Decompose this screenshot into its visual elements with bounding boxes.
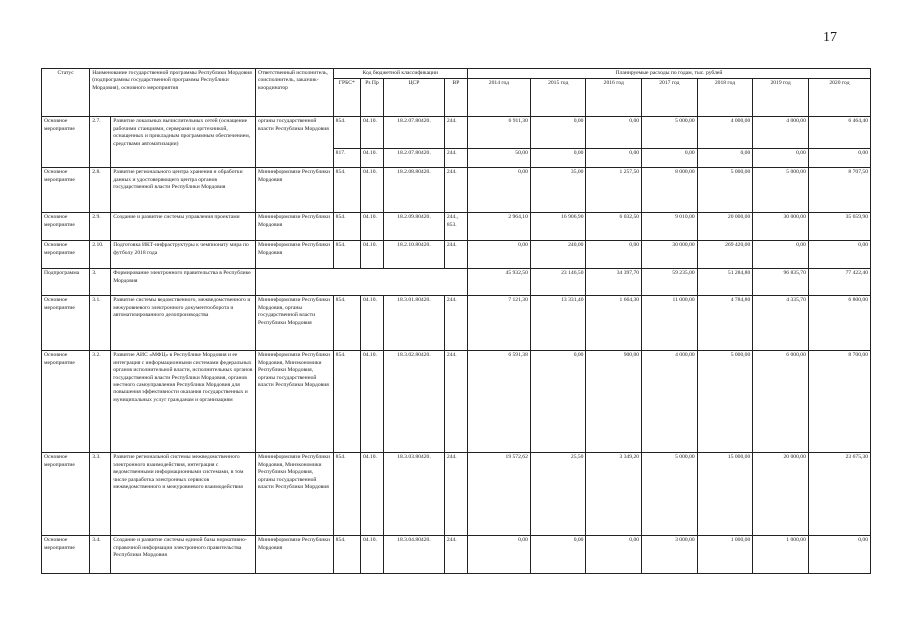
row-value: 5 000,00 [697, 351, 753, 453]
row-executor: Мининформсвязи Республики Мордовия, Минэкономики Республики Мордовия, органы государственной власти Республики Мордовия [256, 453, 334, 536]
row-value: 2 964,10 [467, 213, 530, 241]
row-number: 3.3. [90, 453, 111, 536]
table-header [42, 69, 871, 117]
row-value: 4 784,80 [697, 296, 753, 351]
row-vr: 244. [444, 168, 467, 213]
row-number: 2.8. [90, 168, 111, 213]
row-value: 20 000,00 [753, 453, 809, 536]
header-vr: ВР [444, 79, 467, 117]
row-value: 240,00 [530, 241, 586, 269]
row-value: 0,00 [530, 536, 586, 574]
table-row [42, 168, 871, 213]
row-grbs: 854. [333, 117, 360, 149]
row-grbs: 854. [333, 241, 360, 269]
row-name: Развитие региональной системы межведомственного электронного взаимодействия, интеграция с ведомственными информационными системами, в том числе разработка электронных сервисов межведомственного и межуровневого взаимодействия [111, 453, 256, 536]
row-rzpr: 04.10. [360, 168, 383, 213]
row-value: 4 335,70 [753, 296, 809, 351]
row-value: 0,00 [467, 168, 530, 213]
row-status: Основное мероприятие [42, 241, 90, 269]
row-value: 11 000,00 [642, 296, 698, 351]
row-value: 6 000,00 [753, 351, 809, 453]
row-name: Подготовка ИКТ-инфраструктуры к чемпионату мира по футболу 2018 года [111, 241, 256, 269]
header-year: 2018 год [697, 79, 753, 117]
row-executor: органы государственной власти Республики Мордовия [256, 117, 334, 168]
row-value: 59 235,00 [642, 269, 698, 296]
row-grbs: 817. [333, 149, 360, 168]
row-value: 0,00 [808, 149, 870, 168]
table-row [42, 351, 871, 453]
row-rzpr: 04.10. [360, 536, 383, 574]
budget-table [41, 68, 871, 574]
row-value: 96 835,70 [753, 269, 809, 296]
row-value: 5 000,00 [697, 168, 753, 213]
row-value: 5 000,00 [753, 168, 809, 213]
row-value: 9 010,00 [642, 213, 698, 241]
row-value: 30 000,00 [642, 241, 698, 269]
row-value: 3 000,00 [642, 536, 698, 574]
row-value: 6 911,30 [467, 117, 530, 149]
row-grbs: 854. [333, 536, 360, 574]
row-csr: 18.2.09.80420. [384, 213, 445, 241]
row-vr: 244. [444, 241, 467, 269]
row-value: 6 800,00 [808, 296, 870, 351]
row-value: 13 331,40 [530, 296, 586, 351]
row-value: 16 906,90 [530, 213, 586, 241]
table-row [42, 296, 871, 351]
row-vr: 244. [444, 117, 467, 149]
row-name: Создание и развитие системы управления проектами [111, 213, 256, 241]
row-rzpr: 04.10. [360, 213, 383, 241]
row-executor: Мининформсвязи Республики Мордовия [256, 168, 334, 213]
header-grbs: ГРБС* [333, 79, 360, 117]
row-value: 0,00 [586, 117, 642, 149]
row-csr: 18.3.01.80420. [384, 296, 445, 351]
row-value: 900,00 [586, 351, 642, 453]
row-number: 3.4. [90, 536, 111, 574]
row-csr: 18.3.03.80420. [384, 453, 445, 536]
row-value: 19 572,62 [467, 453, 530, 536]
row-name: Развитие АИС «МФЦ» в Республике Мордовия и ее интеграция с информационными системами федеральных органов исполнительной власти, исполнительных органов государственной власти Республики Мордовия, органов местного самоуправления Республики Мордовия для повышения эффективности оказания государственных и муниципальных услуг гражданам и организациям [111, 351, 256, 453]
row-number: 3.1. [90, 296, 111, 351]
row-value: 45 932,50 [467, 269, 530, 296]
row-rzpr: 04.10. [360, 117, 383, 149]
row-value: 8 000,00 [642, 168, 698, 213]
row-value: 35 659,90 [808, 213, 870, 241]
row-value: 0,00 [808, 241, 870, 269]
row-name: Развитие локальных вычислительных сетей (оснащение рабочими станциями, серверами и оргтехникой, оснащенных и прикладным программным обеспечением, средствами автоматизации) [111, 117, 256, 168]
row-vr: 244. [444, 149, 467, 168]
row-value: 23 675,30 [808, 453, 870, 536]
row-value: 0,00 [808, 536, 870, 574]
row-status: Основное мероприятие [42, 536, 90, 574]
row-status: Основное мероприятие [42, 168, 90, 213]
row-value: 3 349,20 [586, 453, 642, 536]
row-value: 30 000,00 [753, 213, 809, 241]
row-value: 0,00 [467, 536, 530, 574]
row-name: Формирование электронного правительства в Республике Мордовия [111, 269, 256, 296]
row-status: Основное мероприятие [42, 213, 90, 241]
row-value: 5 000,00 [642, 117, 698, 149]
row-value: 0,00 [586, 536, 642, 574]
table-row [42, 241, 871, 269]
header-year: 2014 год [467, 79, 530, 117]
row-grbs: 854. [333, 351, 360, 453]
row-csr: 18.3.02.80420. [384, 351, 445, 453]
header-year: 2020 год [808, 79, 870, 117]
row-value: 4 000,00 [697, 117, 753, 149]
table-row [42, 213, 871, 241]
row-rzpr: 04.10. [360, 241, 383, 269]
table-row [42, 536, 871, 574]
row-number: 3. [90, 269, 111, 296]
row-value: 1 000,00 [697, 536, 753, 574]
table-row [42, 269, 871, 296]
row-rzpr: 04.10. [360, 296, 383, 351]
row-name: Развитие системы ведомственного, межведомственного и межуровневого электронного документооборота и автоматизированного делопроизводства [111, 296, 256, 351]
row-vr: 244. [444, 351, 467, 453]
header-csr: ЦСР [384, 79, 445, 117]
row-executor: Мининформсвязи Республики Мордовия [256, 241, 334, 269]
row-vr: 244. [444, 453, 467, 536]
row-status: Основное мероприятие [42, 296, 90, 351]
header-name: Наименование государственной программы Республики Мордовия (подпрограммы государственной программы Республики Мордовия), основного мероприятия [90, 69, 256, 117]
row-name: Развитие регионального центра хранения и обработки данных и удостоверяющего центра органов государственной власти Республики Мордовия [111, 168, 256, 213]
row-value: 25,50 [530, 453, 586, 536]
row-csr: 18.2.08.80420. [384, 168, 445, 213]
row-status: Основное мероприятие [42, 453, 90, 536]
row-number: 2.9. [90, 213, 111, 241]
row-value: 4 000,00 [642, 351, 698, 453]
row-value: 0,00 [530, 149, 586, 168]
row-value: 4 000,00 [753, 117, 809, 149]
row-value: 0,00 [642, 149, 698, 168]
row-value: 0,00 [697, 149, 753, 168]
row-value: 8 707,50 [808, 168, 870, 213]
row-number: 2.7. [90, 117, 111, 168]
row-grbs: 854. [333, 296, 360, 351]
row-value: 23 146,50 [530, 269, 586, 296]
row-value: 77 422,40 [808, 269, 870, 296]
row-vr: 244., 853. [444, 213, 467, 241]
row-csr: 18.2.10.80420. [384, 241, 445, 269]
row-value: 35,00 [530, 168, 586, 213]
header-code-group: Код бюджетной классификации [333, 69, 467, 79]
row-value: 6 464,40 [808, 117, 870, 149]
header-year: 2015 год [530, 79, 586, 117]
header-expenses-group: Планируемые расходы по годам, тыс. рублей [467, 69, 870, 79]
header-rzpr: Рз Пр [360, 79, 383, 117]
header-year: 2016 год [586, 79, 642, 117]
row-vr: 244. [444, 296, 467, 351]
header-year: 2017 год [642, 79, 698, 117]
row-status: Основное мероприятие [42, 351, 90, 453]
row-value: 1 664,30 [586, 296, 642, 351]
row-value: 0,00 [467, 241, 530, 269]
row-value: 6 591,38 [467, 351, 530, 453]
row-vr: 244. [444, 536, 467, 574]
row-number: 2.10. [90, 241, 111, 269]
row-value: 269 420,00 [697, 241, 753, 269]
row-rzpr: 04.10. [360, 149, 383, 168]
header-year: 2019 год [753, 79, 809, 117]
row-grbs: 854. [333, 453, 360, 536]
row-value: 34 397,70 [586, 269, 642, 296]
row-rzpr: 04.10. [360, 351, 383, 453]
row-executor [256, 269, 468, 296]
row-rzpr: 04.10. [360, 453, 383, 536]
row-status: Основное мероприятие [42, 117, 90, 168]
row-value: 0,00 [753, 149, 809, 168]
row-grbs: 854. [333, 168, 360, 213]
row-number: 3.2. [90, 351, 111, 453]
row-csr: 18.2.07.80420. [384, 117, 445, 149]
row-grbs: 854. [333, 213, 360, 241]
row-executor: Мининформсвязи Республики Мордовия, органы государственной власти Республики Мордовия [256, 296, 334, 351]
row-executor: Мининформсвязи Республики Мордовия, Минэкономики Республики Мордовия, органы государственной власти Республики Мордовия [256, 351, 334, 453]
header-status: Статус [42, 69, 90, 117]
row-csr: 18.3.04.80420. [384, 536, 445, 574]
row-value: 6 032,50 [586, 213, 642, 241]
header-executor: Ответственный исполнитель, соисполнитель, заказчик-координатор [256, 69, 334, 117]
table-row [42, 117, 871, 149]
row-value: 0,00 [530, 117, 586, 149]
row-executor: Мининформсвязи Республики Мордовия [256, 536, 334, 574]
row-value: 20 000,00 [697, 213, 753, 241]
row-value: 0,00 [586, 149, 642, 168]
row-value: 5 000,00 [642, 453, 698, 536]
row-value: 8 700,00 [808, 351, 870, 453]
row-value: 0,00 [753, 241, 809, 269]
row-value: 15 000,00 [697, 453, 753, 536]
row-value: 0,00 [530, 351, 586, 453]
row-name: Создание и развитие системы единой базы нормативно-справочной информации электронного правительства Республики Мордовия [111, 536, 256, 574]
row-value: 7 121,30 [467, 296, 530, 351]
row-value: 1 257,50 [586, 168, 642, 213]
row-value: 51 284,80 [697, 269, 753, 296]
row-value: 0,00 [586, 241, 642, 269]
row-csr: 18.2.07.80420. [384, 149, 445, 168]
row-value: 50,00 [467, 149, 530, 168]
page-number: 17 [823, 30, 837, 45]
row-executor: Мининформсвязи Республики Мордовия [256, 213, 334, 241]
row-status: Подпрограмма [42, 269, 90, 296]
row-value: 1 000,00 [753, 536, 809, 574]
table-row [42, 453, 871, 536]
